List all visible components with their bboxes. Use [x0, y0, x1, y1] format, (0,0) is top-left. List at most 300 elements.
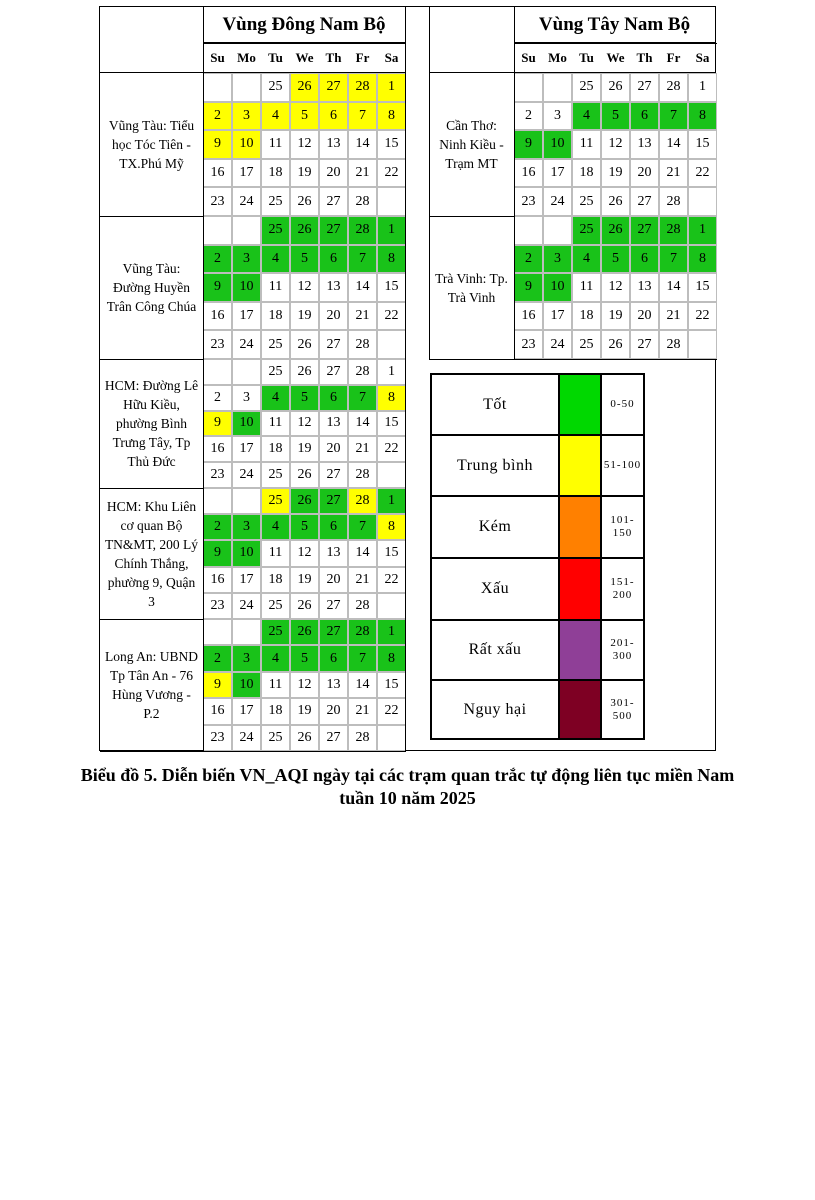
day-cell: 8	[377, 514, 406, 540]
day-cell: 26	[290, 187, 319, 216]
day-cell: 3	[232, 245, 261, 274]
day-cell: 26	[601, 73, 630, 102]
region-title-west: Vùng Tây Nam Bộ	[514, 7, 715, 43]
day-cell: 26	[290, 725, 319, 751]
day-cell: 7	[348, 102, 377, 131]
day-cell: 11	[572, 273, 601, 302]
day-cell: 1	[377, 73, 406, 102]
weekday-header-sa: Sa	[695, 50, 710, 65]
legend-label: Rất xấu	[432, 621, 560, 679]
day-cell: 13	[630, 273, 659, 302]
day-cell: 28	[348, 359, 377, 385]
weekday-header-sa: Sa	[384, 50, 399, 65]
day-cell: 26	[290, 488, 319, 514]
day-cell: 14	[348, 130, 377, 159]
day-cell: 28	[348, 73, 377, 102]
day-cell: 15	[688, 130, 717, 159]
day-cell: 5	[290, 385, 319, 411]
day-cell	[377, 725, 406, 751]
day-cell: 2	[203, 385, 232, 411]
day-cell: 25	[572, 330, 601, 359]
day-cell: 23	[203, 593, 232, 619]
region-title-divider	[203, 43, 406, 44]
day-cell: 2	[514, 102, 543, 131]
day-cell: 15	[688, 273, 717, 302]
day-cell: 11	[261, 540, 290, 566]
day-cell: 20	[319, 698, 348, 724]
day-cell: 12	[290, 273, 319, 302]
legend-row-moderate	[432, 436, 643, 497]
day-cell: 26	[601, 330, 630, 359]
station-name: Long An: UBND Tp Tân An - 76 Hùng Vương - P.2	[104, 649, 198, 721]
region-title-divider	[514, 43, 717, 44]
day-cell: 26	[290, 359, 319, 385]
east-grid-right-border	[405, 7, 406, 751]
day-cell: 17	[543, 159, 572, 188]
day-cell: 4	[261, 245, 290, 274]
legend-row-hazardous	[432, 681, 643, 738]
day-cell: 22	[377, 302, 406, 331]
day-cell: 24	[232, 187, 261, 216]
weekday-header-we: We	[295, 50, 314, 65]
day-cell: 6	[319, 102, 348, 131]
day-cell: 17	[232, 698, 261, 724]
legend-row-good	[432, 375, 643, 436]
weekday-header-su: Su	[210, 50, 225, 65]
region-title-east: Vùng Đông Nam Bộ	[203, 7, 405, 43]
day-cell: 17	[232, 159, 261, 188]
day-cell: 6	[319, 245, 348, 274]
day-cell: 1	[377, 359, 406, 385]
day-cell	[688, 330, 717, 359]
legend-swatch-very-bad	[560, 621, 602, 679]
day-cell: 4	[261, 385, 290, 411]
day-cell: 12	[290, 411, 319, 437]
day-cell: 25	[261, 488, 290, 514]
day-cell: 25	[261, 619, 290, 645]
day-cell	[232, 73, 261, 102]
day-cell: 16	[203, 567, 232, 593]
day-cell: 26	[290, 73, 319, 102]
day-cell	[203, 619, 232, 645]
day-cell: 10	[232, 273, 261, 302]
day-cell: 2	[203, 645, 232, 671]
legend-row-bad	[432, 559, 643, 621]
day-cell: 7	[348, 645, 377, 671]
day-cell: 26	[290, 216, 319, 245]
day-cell: 6	[630, 102, 659, 131]
day-cell: 24	[543, 330, 572, 359]
day-cell: 26	[290, 462, 319, 488]
station-name: Vũng Tàu: Tiểu học Tóc Tiên - TX.Phú Mỹ	[108, 118, 195, 171]
day-cell: 7	[348, 385, 377, 411]
day-cell: 20	[319, 302, 348, 331]
day-cell: 15	[377, 411, 406, 437]
west-left-border	[429, 7, 430, 359]
day-cell: 16	[203, 159, 232, 188]
day-cell: 21	[659, 159, 688, 188]
day-cell: 18	[572, 302, 601, 331]
day-cell: 14	[659, 130, 688, 159]
day-cell: 25	[261, 330, 290, 359]
day-cell: 10	[232, 130, 261, 159]
day-cell: 28	[348, 462, 377, 488]
day-cell	[514, 216, 543, 245]
day-cell	[232, 359, 261, 385]
legend-range: 101-150	[610, 514, 635, 539]
day-cell: 27	[630, 216, 659, 245]
station-name: Trà Vinh: Tp. Trà Vinh	[435, 270, 508, 305]
day-cell: 26	[601, 187, 630, 216]
day-cell: 8	[377, 645, 406, 671]
day-cell: 23	[514, 330, 543, 359]
day-cell: 19	[290, 567, 319, 593]
day-cell: 24	[543, 187, 572, 216]
day-cell: 27	[319, 462, 348, 488]
day-cell	[377, 330, 406, 359]
day-cell: 26	[290, 619, 319, 645]
day-cell: 17	[232, 436, 261, 462]
day-cell: 24	[232, 462, 261, 488]
day-cell: 20	[630, 302, 659, 331]
day-cell: 22	[377, 159, 406, 188]
day-cell: 19	[601, 159, 630, 188]
day-cell: 25	[261, 187, 290, 216]
day-cell: 15	[377, 540, 406, 566]
day-cell: 18	[261, 159, 290, 188]
day-cell: 11	[572, 130, 601, 159]
day-cell: 11	[261, 273, 290, 302]
day-cell: 12	[601, 130, 630, 159]
day-cell: 13	[319, 130, 348, 159]
weekday-header-fr: Fr	[355, 50, 370, 65]
day-cell: 3	[232, 514, 261, 540]
day-cell: 13	[630, 130, 659, 159]
day-cell: 27	[319, 488, 348, 514]
day-cell: 28	[348, 725, 377, 751]
legend-swatch-hazardous	[560, 681, 602, 738]
day-cell: 19	[290, 159, 319, 188]
day-cell	[203, 488, 232, 514]
day-cell: 28	[348, 187, 377, 216]
day-cell: 3	[232, 645, 261, 671]
day-cell: 20	[630, 159, 659, 188]
day-cell: 9	[514, 130, 543, 159]
legend-swatch-poor	[560, 497, 602, 557]
legend-swatch-good	[560, 375, 602, 434]
day-cell: 25	[572, 216, 601, 245]
day-cell: 13	[319, 411, 348, 437]
day-cell	[543, 73, 572, 102]
day-cell: 3	[543, 245, 572, 274]
day-cell: 10	[232, 411, 261, 437]
day-cell: 7	[348, 514, 377, 540]
legend-row-poor	[432, 497, 643, 559]
day-cell: 21	[348, 567, 377, 593]
day-cell: 12	[290, 672, 319, 698]
day-cell: 22	[688, 302, 717, 331]
day-cell: 28	[348, 216, 377, 245]
day-cell: 28	[659, 330, 688, 359]
day-cell: 27	[319, 359, 348, 385]
day-cell: 28	[659, 73, 688, 102]
station-divider	[429, 359, 717, 360]
legend-row-very-bad	[432, 621, 643, 681]
day-cell: 25	[261, 462, 290, 488]
day-cell: 21	[348, 436, 377, 462]
day-cell: 23	[514, 187, 543, 216]
day-cell: 28	[348, 619, 377, 645]
day-cell: 10	[232, 672, 261, 698]
day-cell: 19	[290, 698, 319, 724]
day-cell: 25	[261, 73, 290, 102]
weekday-header-su: Su	[521, 50, 536, 65]
day-cell: 9	[203, 411, 232, 437]
day-cell: 14	[348, 273, 377, 302]
station-name: HCM: Khu Liên cơ quan Bộ TN&MT, 200 Lý Chính Thắng, phường 9, Quận 3	[104, 498, 199, 609]
day-cell: 10	[543, 273, 572, 302]
day-cell: 21	[348, 159, 377, 188]
day-cell: 8	[377, 245, 406, 274]
day-cell: 9	[203, 273, 232, 302]
day-cell: 8	[377, 385, 406, 411]
day-cell: 15	[377, 672, 406, 698]
day-cell: 1	[377, 216, 406, 245]
day-cell: 9	[203, 672, 232, 698]
legend-swatch-moderate	[560, 436, 602, 495]
day-cell: 23	[203, 462, 232, 488]
weekday-header-mo: Mo	[548, 50, 567, 65]
day-cell	[203, 216, 232, 245]
weekday-header-fr: Fr	[666, 50, 681, 65]
day-cell: 2	[203, 245, 232, 274]
day-cell: 3	[232, 102, 261, 131]
weekday-header-tu: Tu	[579, 50, 594, 65]
day-cell: 28	[659, 187, 688, 216]
day-cell: 15	[377, 130, 406, 159]
day-cell: 3	[232, 385, 261, 411]
day-cell: 10	[232, 540, 261, 566]
day-cell: 20	[319, 567, 348, 593]
day-cell: 24	[232, 725, 261, 751]
day-cell: 8	[688, 245, 717, 274]
day-cell: 17	[543, 302, 572, 331]
day-cell: 22	[377, 567, 406, 593]
day-cell	[377, 593, 406, 619]
station-divider	[100, 751, 406, 752]
day-cell: 2	[203, 102, 232, 131]
day-cell: 5	[601, 245, 630, 274]
legend-label: Xấu	[432, 559, 560, 619]
day-cell: 7	[659, 102, 688, 131]
day-cell: 13	[319, 540, 348, 566]
day-cell: 28	[659, 216, 688, 245]
day-cell: 16	[203, 302, 232, 331]
legend-range: 201-300	[610, 637, 635, 662]
day-cell: 23	[203, 330, 232, 359]
day-cell: 5	[601, 102, 630, 131]
station-name: Vũng Tàu: Đường Huyền Trân Công Chúa	[106, 261, 197, 314]
day-cell: 4	[261, 514, 290, 540]
day-cell: 6	[319, 645, 348, 671]
day-cell: 8	[377, 102, 406, 131]
day-cell: 27	[319, 619, 348, 645]
day-cell	[377, 187, 406, 216]
day-cell: 16	[514, 159, 543, 188]
day-cell: 26	[290, 593, 319, 619]
day-cell: 25	[261, 593, 290, 619]
legend-range: 301-500	[610, 696, 635, 722]
day-cell	[688, 187, 717, 216]
day-cell: 12	[601, 273, 630, 302]
day-cell: 17	[232, 567, 261, 593]
day-cell: 25	[572, 73, 601, 102]
day-cell: 25	[572, 187, 601, 216]
day-cell: 28	[348, 488, 377, 514]
day-cell: 1	[688, 73, 717, 102]
day-cell: 27	[319, 187, 348, 216]
day-cell: 18	[261, 698, 290, 724]
weekday-header-we: We	[606, 50, 625, 65]
day-cell: 14	[348, 411, 377, 437]
day-cell: 6	[319, 514, 348, 540]
day-cell: 2	[514, 245, 543, 274]
day-cell: 1	[377, 619, 406, 645]
day-cell: 4	[261, 645, 290, 671]
day-cell: 4	[572, 102, 601, 131]
weekday-header-tu: Tu	[268, 50, 283, 65]
day-cell: 2	[203, 514, 232, 540]
legend-label: Kém	[432, 497, 560, 557]
day-cell: 25	[261, 725, 290, 751]
day-cell	[543, 216, 572, 245]
day-cell: 24	[232, 330, 261, 359]
day-cell: 7	[659, 245, 688, 274]
day-cell	[232, 619, 261, 645]
east-name-divider	[203, 7, 204, 751]
legend-label: Tốt	[432, 375, 560, 434]
day-cell: 22	[688, 159, 717, 188]
legend-range: 0-50	[610, 398, 635, 410]
day-cell: 19	[290, 302, 319, 331]
day-cell: 14	[659, 273, 688, 302]
day-cell: 13	[319, 672, 348, 698]
day-cell: 27	[319, 216, 348, 245]
day-cell: 14	[348, 672, 377, 698]
caption-line-1: Biểu đồ 5. Diễn biến VN_AQI ngày tại các trạm quan trắc tự động liên tục miền Nam	[80, 765, 735, 785]
day-cell: 14	[348, 540, 377, 566]
day-cell: 17	[232, 302, 261, 331]
day-cell: 16	[203, 436, 232, 462]
day-cell: 16	[514, 302, 543, 331]
day-cell: 25	[261, 359, 290, 385]
day-cell	[232, 488, 261, 514]
legend-range: 151-200	[610, 576, 635, 601]
day-cell	[377, 462, 406, 488]
day-cell: 25	[261, 216, 290, 245]
day-cell: 4	[572, 245, 601, 274]
weekday-header-th: Th	[636, 50, 653, 65]
day-cell: 10	[543, 130, 572, 159]
weekday-header-th: Th	[325, 50, 342, 65]
day-cell: 28	[348, 330, 377, 359]
day-cell: 27	[319, 73, 348, 102]
day-cell: 20	[319, 159, 348, 188]
figure-caption	[0, 764, 815, 810]
day-cell: 11	[261, 672, 290, 698]
day-cell: 5	[290, 245, 319, 274]
day-cell: 19	[290, 436, 319, 462]
day-cell: 4	[261, 102, 290, 131]
day-cell: 1	[377, 488, 406, 514]
day-cell: 15	[377, 273, 406, 302]
day-cell: 22	[377, 698, 406, 724]
day-cell: 19	[601, 302, 630, 331]
day-cell: 27	[319, 330, 348, 359]
day-cell: 7	[348, 245, 377, 274]
weekday-header-mo: Mo	[237, 50, 256, 65]
day-cell: 5	[290, 514, 319, 540]
day-cell: 18	[572, 159, 601, 188]
day-cell: 22	[377, 436, 406, 462]
day-cell: 5	[290, 645, 319, 671]
aqi-legend	[430, 373, 645, 740]
legend-label: Nguy hại	[432, 681, 560, 738]
day-cell: 26	[290, 330, 319, 359]
day-cell: 9	[514, 273, 543, 302]
day-cell: 18	[261, 302, 290, 331]
day-cell: 18	[261, 567, 290, 593]
day-cell: 12	[290, 130, 319, 159]
day-cell: 9	[203, 540, 232, 566]
day-cell	[203, 359, 232, 385]
day-cell: 23	[203, 187, 232, 216]
day-cell: 9	[203, 130, 232, 159]
caption-line-2: tuần 10 năm 2025	[339, 788, 476, 808]
day-cell: 8	[688, 102, 717, 131]
day-cell: 6	[630, 245, 659, 274]
day-cell: 27	[319, 725, 348, 751]
day-cell: 20	[319, 436, 348, 462]
day-cell: 27	[630, 187, 659, 216]
day-cell	[203, 73, 232, 102]
day-cell: 18	[261, 436, 290, 462]
day-cell: 27	[319, 593, 348, 619]
station-name: HCM: Đường Lê Hữu Kiều, phường Bình Trưng Tây, Tp Thủ Đức	[104, 378, 199, 469]
day-cell: 12	[290, 540, 319, 566]
day-cell: 21	[659, 302, 688, 331]
legend-range: 51-100	[603, 459, 642, 471]
day-cell: 13	[319, 273, 348, 302]
day-cell: 27	[630, 330, 659, 359]
day-cell: 23	[203, 725, 232, 751]
west-name-divider	[514, 7, 515, 359]
day-cell: 21	[348, 302, 377, 331]
day-cell: 24	[232, 593, 261, 619]
day-cell	[232, 216, 261, 245]
day-cell: 5	[290, 102, 319, 131]
day-cell: 11	[261, 411, 290, 437]
legend-swatch-bad	[560, 559, 602, 619]
day-cell: 6	[319, 385, 348, 411]
day-cell: 21	[348, 698, 377, 724]
day-cell	[514, 73, 543, 102]
station-name: Cần Thơ: Ninh Kiều - Trạm MT	[439, 118, 504, 171]
legend-label: Trung bình	[432, 436, 560, 495]
day-cell: 27	[630, 73, 659, 102]
day-cell: 3	[543, 102, 572, 131]
day-cell: 26	[601, 216, 630, 245]
